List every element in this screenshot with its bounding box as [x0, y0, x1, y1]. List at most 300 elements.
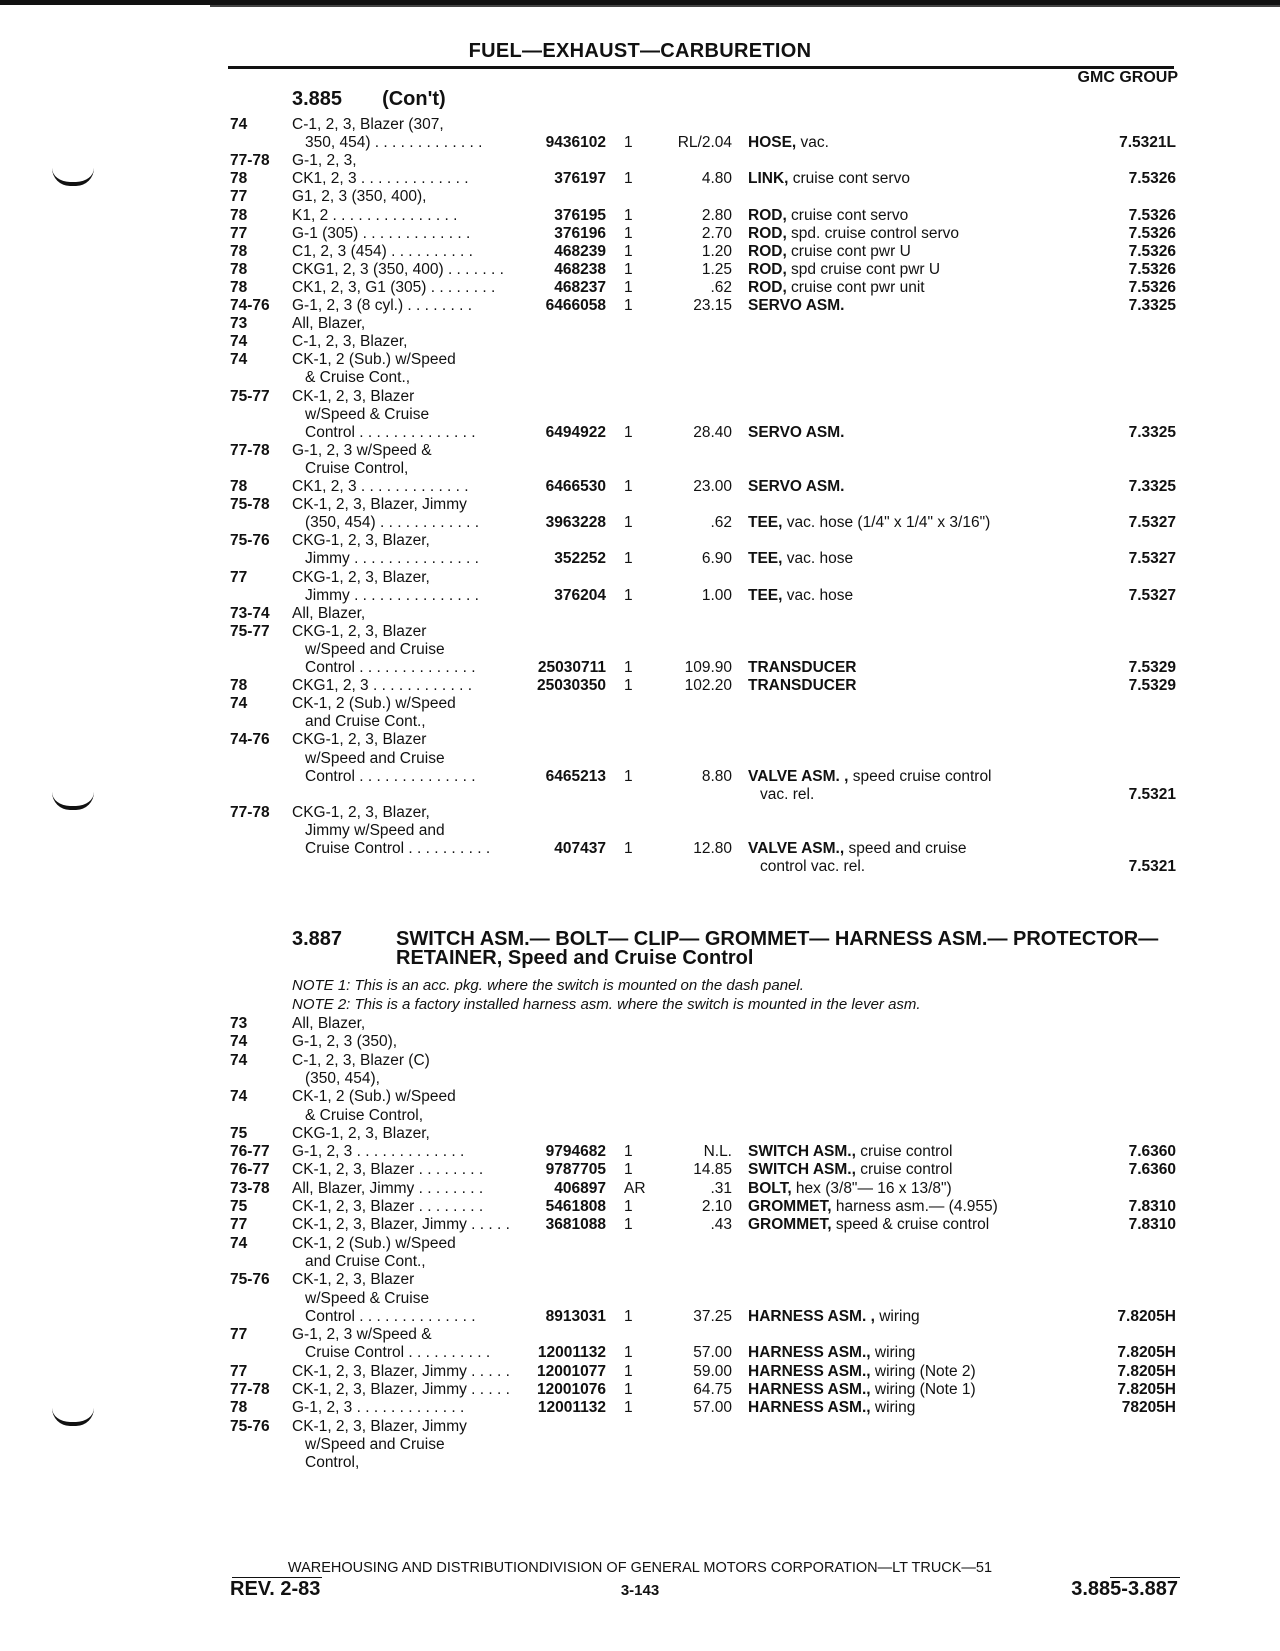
part-description [748, 839, 967, 858]
application: C-1, 2, 3, Blazer (C) [292, 1051, 430, 1069]
part-description [748, 1398, 915, 1417]
section-number: 3.887 [292, 928, 343, 950]
table-row [0, 785, 1280, 804]
application: G-1, 2, 3, [292, 152, 357, 170]
part-description [748, 278, 925, 297]
application: G-1, 2, 3 . . . . . . . . . . . . . [292, 1143, 465, 1161]
part-detail: wiring (Note 1) [870, 1381, 976, 1398]
part-number: 376197 [554, 170, 606, 188]
group-number: 7.5329 [1128, 677, 1176, 695]
part-detail: vac. hose (1/4" x 1/4" x 3/16") [782, 514, 991, 532]
part-number: 6465213 [545, 767, 606, 785]
application: G1, 2, 3 (350, 400), [292, 188, 427, 206]
table-row [0, 368, 1280, 387]
part-name: HARNESS ASM., [748, 1381, 871, 1398]
quantity: 1 [624, 677, 633, 695]
application: CKG-1, 2, 3, Blazer, [292, 532, 430, 550]
part-number: 376204 [554, 586, 606, 604]
part-detail: cruise cont servo [786, 206, 909, 224]
part-detail: wiring [870, 1399, 916, 1417]
price: 2.80 [701, 206, 732, 224]
table-row [0, 1234, 1280, 1253]
table-row [0, 568, 1280, 587]
application: G-1 (305) . . . . . . . . . . . . . [292, 224, 471, 242]
application: Cruise Control, [305, 459, 409, 477]
model-year: 75 [230, 1124, 248, 1142]
price: 2.10 [701, 1198, 732, 1215]
application: Jimmy . . . . . . . . . . . . . . . [305, 550, 479, 568]
part-name: VALVE ASM., [748, 840, 845, 857]
part-name: SWITCH ASM., [748, 1161, 856, 1179]
table-row [0, 1417, 1280, 1436]
table-row [0, 1087, 1280, 1106]
part-number: 407437 [554, 840, 606, 857]
quantity: 1 [624, 170, 633, 188]
model-year: 74-76 [230, 731, 270, 749]
table-row [0, 1142, 1280, 1161]
table-row [0, 1453, 1280, 1472]
model-year: 78 [230, 677, 248, 695]
price: 28.40 [693, 423, 732, 441]
application: All, Blazer, Jimmy . . . . . . . . [292, 1179, 484, 1197]
part-detail: vac. hose [782, 550, 854, 568]
group-number: 78205H [1121, 1399, 1176, 1417]
application: CK-1, 2, 3, Blazer [292, 387, 415, 405]
table-row [0, 441, 1280, 460]
model-year: 74 [230, 1088, 248, 1106]
note-1: NOTE 1: This is an acc. pkg. where the switch is mounted on the dash panel. [292, 977, 804, 994]
table-row [0, 187, 1280, 206]
application: (350, 454), [305, 1069, 380, 1087]
model-year: 77-78 [230, 1381, 270, 1398]
application: w/Speed and Cruise [305, 640, 445, 658]
part-number: 376195 [554, 206, 606, 224]
part-name: ROD, [748, 260, 787, 278]
part-description [748, 296, 844, 315]
table-row [0, 1197, 1280, 1216]
table-row [0, 857, 1280, 876]
quantity: 1 [624, 1143, 633, 1161]
model-year: 75-78 [230, 496, 270, 514]
table-row [0, 767, 1280, 786]
model-year: 75-77 [230, 387, 270, 405]
application: (350, 454) . . . . . . . . . . . . [305, 514, 480, 532]
table-row [0, 278, 1280, 297]
part-number: 6466058 [545, 297, 606, 314]
model-year: 77 [230, 1326, 248, 1344]
group-number: 7.5321 [1128, 858, 1176, 876]
quantity: 1 [624, 1161, 633, 1179]
model-year: 75-76 [230, 532, 270, 550]
part-description [748, 242, 911, 261]
part-description [748, 513, 990, 532]
price: 8.80 [701, 767, 732, 785]
quantity: 1 [624, 297, 633, 314]
table-row [0, 1325, 1280, 1344]
table-row [0, 1069, 1280, 1088]
application: Jimmy . . . . . . . . . . . . . . . [305, 586, 479, 604]
group-number: 7.5326 [1128, 260, 1176, 278]
table-row [0, 1032, 1280, 1051]
model-year: 78 [230, 478, 248, 495]
application: CK-1, 2, 3, Blazer, Jimmy [292, 1417, 467, 1435]
price: .62 [710, 514, 732, 532]
table-row [0, 133, 1280, 152]
price: 109.90 [684, 659, 732, 676]
application: C-1, 2, 3, Blazer, [292, 333, 408, 351]
part-detail: wiring [874, 1307, 920, 1325]
group-number: 7.8205H [1117, 1381, 1176, 1398]
model-year: 74 [230, 1033, 248, 1051]
part-description [748, 676, 857, 695]
part-description [748, 1160, 952, 1179]
part-description [748, 549, 853, 568]
application: C-1, 2, 3, Blazer (307, [292, 116, 444, 133]
application: All, Blazer, [292, 315, 366, 333]
price: 57.00 [693, 1344, 732, 1362]
application: Control . . . . . . . . . . . . . . [305, 659, 476, 676]
table-row [0, 604, 1280, 623]
application: CKG1, 2, 3 . . . . . . . . . . . . [292, 677, 473, 695]
table-row [0, 350, 1280, 369]
part-description [748, 477, 844, 496]
page-title: FUEL—EXHAUST—CARBURETION [468, 40, 812, 62]
part-detail: spd cruise cont pwr U [786, 260, 941, 278]
application: CKG-1, 2, 3, Blazer, [292, 803, 430, 821]
model-year: 74 [230, 116, 248, 133]
application: All, Blazer, [292, 604, 366, 622]
table-row [0, 1289, 1280, 1308]
part-number: 468237 [554, 278, 606, 296]
part-number: 406897 [554, 1179, 606, 1197]
application: All, Blazer, [292, 1015, 366, 1032]
application: CK-1, 2 (Sub.) w/Speed [292, 351, 456, 369]
group-number: 7.5327 [1128, 514, 1176, 532]
quantity: 1 [624, 478, 633, 495]
model-year: 75-76 [230, 1271, 270, 1289]
table-row [0, 1362, 1280, 1381]
group-number: 7.6360 [1128, 1143, 1176, 1161]
part-name: SERVO ASM. [748, 423, 845, 441]
part-name: GROMMET, [748, 1198, 832, 1215]
application: w/Speed & Cruise [305, 405, 430, 423]
table-row [0, 694, 1280, 713]
part-name: HOSE, [748, 134, 797, 152]
application: CK-1, 2, 3, Blazer, Jimmy [292, 496, 467, 514]
table-row [0, 296, 1280, 315]
group-number: 7.3325 [1128, 423, 1176, 441]
part-name: HARNESS ASM., [748, 1362, 871, 1380]
application: CK1, 2, 3, G1 (305) . . . . . . . . [292, 278, 496, 296]
group-number: 7.8310 [1128, 1216, 1176, 1234]
application: 350, 454) . . . . . . . . . . . . . [305, 134, 483, 152]
table-row [0, 314, 1280, 333]
application: G-1, 2, 3 . . . . . . . . . . . . . [292, 1399, 465, 1417]
application: CK-1, 2 (Sub.) w/Speed [292, 695, 456, 713]
application: and Cruise Cont., [305, 1252, 426, 1270]
part-number: 468238 [554, 260, 606, 278]
model-year: 77 [230, 568, 248, 586]
model-year: 78 [230, 278, 248, 296]
price: 14.85 [693, 1161, 732, 1179]
application: G-1, 2, 3 w/Speed & [292, 1326, 432, 1344]
model-year: 74-76 [230, 297, 270, 314]
table-row [0, 640, 1280, 659]
part-number: 6494922 [545, 423, 606, 441]
group-number: 7.3325 [1128, 297, 1176, 314]
table-row [0, 1051, 1280, 1070]
application: Control . . . . . . . . . . . . . . [305, 1307, 476, 1325]
part-detail: cruise control [855, 1143, 953, 1161]
model-year: 74 [230, 333, 248, 351]
quantity: 1 [624, 767, 633, 785]
model-year: 76-77 [230, 1143, 270, 1161]
part-name: SERVO ASM. [748, 297, 845, 314]
part-number: 352252 [554, 550, 606, 568]
group-number: 7.5326 [1128, 206, 1176, 224]
part-detail: cruise cont servo [788, 170, 910, 188]
quantity: 1 [624, 550, 633, 568]
price: 64.75 [693, 1381, 732, 1398]
part-description [748, 1197, 998, 1216]
group-number: 7.5321L [1119, 134, 1176, 152]
price: 57.00 [693, 1399, 732, 1417]
table-row [0, 495, 1280, 514]
application: Control . . . . . . . . . . . . . . [305, 423, 476, 441]
part-detail: cruise cont pwr unit [786, 278, 925, 296]
quantity: 1 [624, 423, 633, 441]
model-year: 77-78 [230, 441, 270, 459]
table-row [0, 477, 1280, 496]
group-number: 7.5327 [1128, 586, 1176, 604]
model-year: 73-74 [230, 604, 270, 622]
price: .31 [710, 1179, 732, 1197]
part-number: 12001077 [537, 1362, 606, 1380]
part-number: 9794682 [545, 1143, 606, 1161]
part-description [748, 1142, 952, 1161]
application: and Cruise Cont., [305, 713, 426, 731]
group-number: 7.8205H [1117, 1362, 1176, 1380]
part-number: 12001132 [537, 1344, 606, 1362]
model-year: 74 [230, 695, 248, 713]
group-number: 7.5327 [1128, 550, 1176, 568]
table-row [0, 513, 1280, 532]
table-row [0, 1124, 1280, 1143]
group-number: 7.5326 [1128, 170, 1176, 188]
model-year: 78 [230, 1399, 248, 1417]
part-name: HARNESS ASM., [748, 1399, 871, 1417]
part-name: ROD, [748, 242, 787, 260]
part-detail: cruise control [855, 1161, 953, 1179]
quantity: 1 [624, 278, 633, 296]
group-number: 7.6360 [1128, 1161, 1176, 1179]
part-detail: wiring (Note 2) [870, 1362, 976, 1380]
model-year: 77 [230, 188, 248, 206]
table-row [0, 1307, 1280, 1326]
quantity: 1 [624, 840, 633, 857]
application: CK-1, 2, 3, Blazer, Jimmy . . . . . [292, 1362, 510, 1380]
group-number: 7.5329 [1128, 659, 1176, 676]
application: Cruise Control . . . . . . . . . . [305, 840, 491, 857]
part-detail: vac. hose [782, 586, 854, 604]
part-detail: hex (3/8"— 16 x 13/8") [791, 1179, 952, 1197]
table-row [0, 712, 1280, 731]
section-heading-3885 [292, 88, 446, 111]
price: N.L. [703, 1143, 732, 1161]
quantity: 1 [624, 224, 633, 242]
part-description [748, 260, 940, 279]
application: CK1, 2, 3 . . . . . . . . . . . . . [292, 478, 469, 495]
application: CK-1, 2, 3, Blazer . . . . . . . . [292, 1198, 484, 1215]
application: C1, 2, 3 (454) . . . . . . . . . . [292, 242, 473, 260]
group-number: 7.8205H [1117, 1307, 1176, 1325]
price: 23.00 [693, 478, 732, 495]
table-row [0, 839, 1280, 858]
notes [292, 976, 921, 1014]
part-number: 5461808 [545, 1198, 606, 1215]
model-year: 77 [230, 1362, 248, 1380]
section-number: 3.885 [292, 88, 343, 110]
quantity: 1 [624, 1344, 633, 1362]
part-number: 6466530 [545, 478, 606, 495]
quantity: 1 [624, 1307, 633, 1325]
table-row [0, 622, 1280, 641]
group-number: 7.5321 [1128, 785, 1176, 803]
table-row [0, 821, 1280, 840]
application: Control . . . . . . . . . . . . . . [305, 767, 476, 785]
application: CKG-1, 2, 3, Blazer, [292, 1124, 430, 1142]
table-row [0, 531, 1280, 550]
table-row [0, 332, 1280, 351]
part-description [748, 1307, 920, 1326]
application: CK-1, 2 (Sub.) w/Speed [292, 1088, 456, 1106]
part-detail: cruise cont pwr U [786, 242, 911, 260]
application: CK-1, 2, 3, Blazer, Jimmy . . . . . [292, 1381, 510, 1398]
part-description-continued: control vac. rel. [760, 858, 866, 876]
application: CK-1, 2, 3, Blazer . . . . . . . . [292, 1161, 484, 1179]
quantity: 1 [624, 659, 633, 676]
part-name: ROD, [748, 224, 787, 242]
quantity: 1 [624, 206, 633, 224]
application: CKG1, 2, 3 (350, 400) . . . . . . . [292, 260, 504, 278]
table-row [0, 459, 1280, 478]
quantity: AR [624, 1179, 646, 1197]
part-name: ROD, [748, 278, 787, 296]
table-row [0, 1398, 1280, 1417]
part-description [748, 767, 992, 786]
model-year: 74 [230, 351, 248, 369]
part-detail: speed and cruise [844, 840, 967, 857]
part-number: 3681088 [545, 1216, 606, 1234]
part-detail: wiring [870, 1344, 916, 1362]
group-number: 7.8310 [1128, 1198, 1176, 1215]
part-number: 25030711 [537, 659, 606, 676]
application: K1, 2 . . . . . . . . . . . . . . . [292, 206, 458, 224]
part-description [748, 423, 844, 442]
application: CKG-1, 2, 3, Blazer [292, 731, 427, 749]
part-detail: speed cruise control [848, 767, 992, 785]
price: 1.00 [701, 586, 732, 604]
table-row [0, 151, 1280, 170]
table-row [0, 676, 1280, 695]
model-year: 78 [230, 206, 248, 224]
application: Control, [305, 1454, 360, 1472]
model-year: 77 [230, 1216, 248, 1234]
part-name: TRANSDUCER [748, 659, 857, 676]
part-name: HARNESS ASM. , [748, 1307, 875, 1325]
table-row [0, 1380, 1280, 1399]
model-year: 77-78 [230, 152, 270, 170]
top-edge-rule-inner [210, 5, 1280, 7]
price: 23.15 [693, 297, 732, 314]
table-row [0, 1215, 1280, 1234]
part-name: SERVO ASM. [748, 478, 845, 495]
table-row [0, 242, 1280, 261]
application: w/Speed and Cruise [305, 1435, 445, 1453]
part-description [748, 586, 853, 605]
quantity: 1 [624, 514, 633, 532]
table-row [0, 803, 1280, 822]
part-description [748, 1179, 952, 1198]
table-row [0, 1179, 1280, 1198]
table-row [0, 549, 1280, 568]
part-detail: speed & cruise control [831, 1216, 990, 1234]
part-name: GROMMET, [748, 1216, 832, 1234]
table-row [0, 730, 1280, 749]
quantity: 1 [624, 242, 633, 260]
price: 59.00 [693, 1362, 732, 1380]
quantity: 1 [624, 1399, 633, 1417]
application: w/Speed & Cruise [305, 1289, 430, 1307]
model-year: 77 [230, 224, 248, 242]
part-description [748, 206, 908, 225]
price: .43 [710, 1216, 732, 1234]
model-year: 74 [230, 1051, 248, 1069]
model-year: 73 [230, 315, 248, 333]
part-description [748, 1362, 976, 1381]
section-range: 3.885-3.887 [1071, 1578, 1178, 1600]
part-name: TEE, [748, 514, 783, 532]
footer-publisher: WAREHOUSING AND DISTRIBUTIONDIVISION OF GENERAL MOTORS CORPORATION—LT TRUCK—51 [287, 1560, 993, 1576]
application: G-1, 2, 3 w/Speed & [292, 441, 432, 459]
table-row [0, 224, 1280, 243]
part-description [748, 169, 910, 188]
part-description [748, 1380, 976, 1399]
application: G-1, 2, 3 (350), [292, 1033, 398, 1051]
model-year: 76-77 [230, 1161, 270, 1179]
application: CK-1, 2 (Sub.) w/Speed [292, 1234, 456, 1252]
application: CKG-1, 2, 3, Blazer [292, 622, 427, 640]
table-row [0, 1106, 1280, 1125]
price: RL/2.04 [677, 134, 732, 152]
quantity: 1 [624, 1362, 633, 1380]
application: CK1, 2, 3 . . . . . . . . . . . . . [292, 170, 469, 188]
table-row [0, 1014, 1280, 1033]
table-row [0, 1252, 1280, 1271]
application: Cruise Control . . . . . . . . . . [305, 1344, 491, 1362]
model-year: 75-76 [230, 1417, 270, 1435]
section-continued: (Con't) [382, 88, 446, 110]
table-row [0, 260, 1280, 279]
price: 1.25 [701, 260, 732, 278]
header-rule [228, 66, 1174, 69]
application: & Cruise Control, [305, 1106, 424, 1124]
quantity: 1 [624, 586, 633, 604]
model-year: 74 [230, 1234, 248, 1252]
part-name: BOLT, [748, 1179, 792, 1197]
part-name: HARNESS ASM., [748, 1344, 871, 1362]
table-row [0, 206, 1280, 225]
